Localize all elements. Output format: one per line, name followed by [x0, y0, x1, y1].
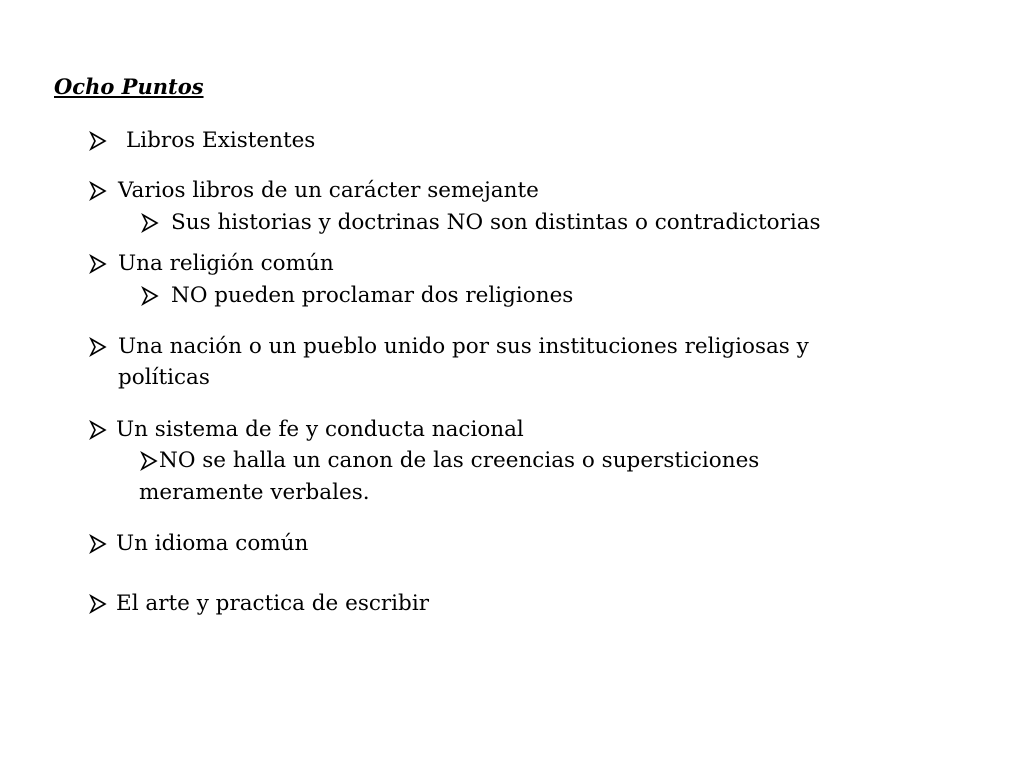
sub-bullet-text: Sus historias y doctrinas NO son distintas o contradictorias: [171, 210, 821, 235]
arrow-bullet-icon: [88, 420, 108, 440]
sub-bullet-text: NO pueden proclamar dos religiones: [171, 283, 574, 308]
bullet-text: El arte y practica de escribir: [116, 591, 429, 616]
arrow-bullet-icon: [140, 213, 160, 233]
arrow-bullet-icon: [88, 534, 108, 554]
bullet-text: Un idioma común: [116, 531, 309, 556]
arrow-bullet-icon: [139, 451, 159, 471]
bullet-text: Un sistema de fe y conducta nacional: [116, 417, 524, 442]
arrow-bullet-icon: [88, 181, 108, 201]
arrow-bullet-icon: [88, 594, 108, 614]
arrow-bullet-icon: [88, 131, 108, 151]
bullet-text: Varios libros de un carácter semejante: [118, 178, 539, 203]
arrow-bullet-icon: [88, 254, 108, 274]
sub-bullet-text-line-2: meramente verbales.: [139, 480, 370, 505]
bullet-text: Libros Existentes: [126, 128, 316, 153]
arrow-bullet-icon: [88, 337, 108, 357]
arrow-bullet-icon: [140, 286, 160, 306]
sub-bullet-text-line-1: NO se halla un canon de las creencias o supersticiones: [159, 448, 760, 473]
bullet-text-line-1: Una nación o un pueblo unido por sus instituciones religiosas y: [118, 334, 809, 359]
bullet-text-line-2: políticas: [118, 365, 210, 390]
bullet-text: Una religión común: [118, 251, 334, 276]
page-title: Ocho Puntos: [54, 74, 204, 99]
